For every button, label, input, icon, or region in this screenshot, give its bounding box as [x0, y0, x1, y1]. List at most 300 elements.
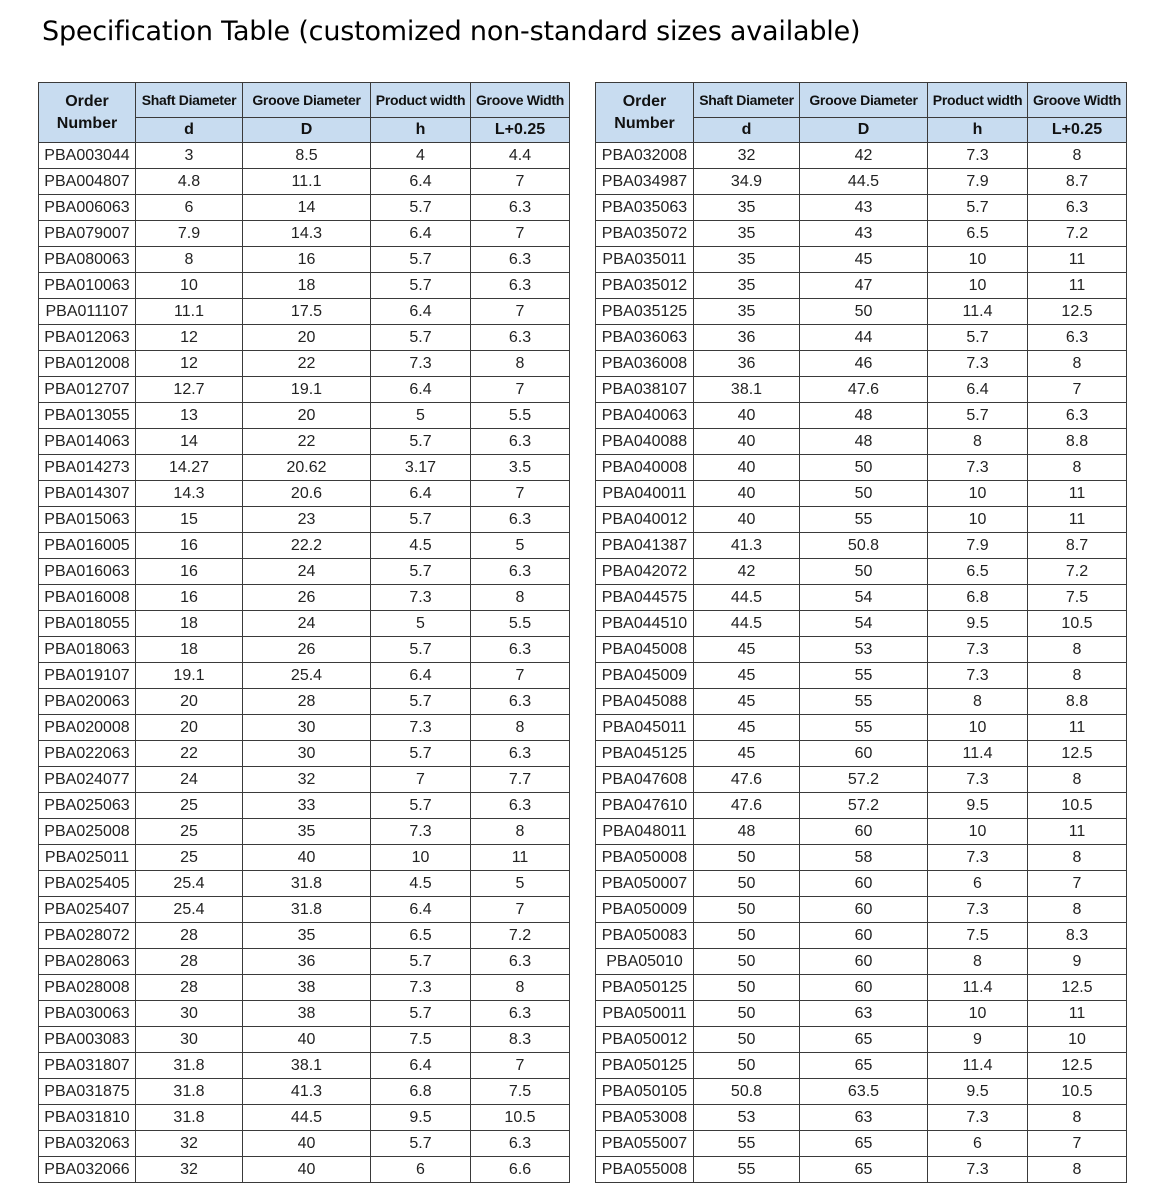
groove-diameter-cell: 54 — [800, 611, 928, 637]
table-row — [596, 507, 1127, 533]
groove-diameter-cell: 14.3 — [243, 221, 371, 247]
shaft-diameter-cell: 35 — [694, 273, 800, 299]
order-number-cell: PBA006063 — [39, 195, 136, 221]
groove-width-cell: 5.5 — [471, 611, 570, 637]
order-number-cell: PBA004807 — [39, 169, 136, 195]
groove-width-cell: 5 — [471, 871, 570, 897]
order-number-cell: PBA050009 — [596, 897, 694, 923]
order-number-cell: PBA020063 — [39, 689, 136, 715]
table-row — [596, 949, 1127, 975]
order-number-cell: PBA018055 — [39, 611, 136, 637]
product-width-cell: 11.4 — [928, 975, 1028, 1001]
order-number-cell: PBA044575 — [596, 585, 694, 611]
groove-width-cell: 8 — [471, 819, 570, 845]
order-number-cell: PBA028008 — [39, 975, 136, 1001]
shaft-diameter-cell: 45 — [694, 637, 800, 663]
table-row — [596, 923, 1127, 949]
table-row — [39, 195, 570, 221]
order-number-header — [39, 83, 136, 143]
groove-width-cell: 5 — [471, 533, 570, 559]
shaft-diameter-cell: 50 — [694, 871, 800, 897]
groove-diameter-cell: 44 — [800, 325, 928, 351]
table-row — [39, 663, 570, 689]
shaft-diameter-cell: 31.8 — [136, 1105, 243, 1131]
groove-diameter-symbol: D — [800, 118, 928, 143]
product-width-cell: 6.4 — [371, 299, 471, 325]
product-width-cell: 6.4 — [928, 377, 1028, 403]
spec-table-right — [595, 82, 1127, 1183]
product-width-cell: 8 — [928, 689, 1028, 715]
groove-diameter-cell: 41.3 — [243, 1079, 371, 1105]
table-row — [596, 455, 1127, 481]
order-number-cell: PBA012063 — [39, 325, 136, 351]
table-row — [39, 455, 570, 481]
groove-width-cell: 7.5 — [471, 1079, 570, 1105]
groove-width-cell: 7 — [1028, 377, 1127, 403]
product-width-cell: 11.4 — [928, 299, 1028, 325]
groove-diameter-cell: 17.5 — [243, 299, 371, 325]
groove-width-cell: 6.3 — [471, 507, 570, 533]
groove-width-cell: 4.4 — [471, 143, 570, 169]
order-number-cell: PBA014307 — [39, 481, 136, 507]
shaft-diameter-cell: 14.3 — [136, 481, 243, 507]
groove-width-header: Groove Width — [471, 83, 570, 118]
order-number-cell: PBA045088 — [596, 689, 694, 715]
groove-width-cell: 12.5 — [1028, 299, 1127, 325]
order-number-cell: PBA040008 — [596, 455, 694, 481]
groove-width-cell: 11 — [1028, 273, 1127, 299]
order-header-line2: Number — [56, 114, 118, 132]
table-row — [596, 689, 1127, 715]
order-number-cell: PBA013055 — [39, 403, 136, 429]
order-number-cell: PBA041387 — [596, 533, 694, 559]
groove-diameter-cell: 60 — [800, 897, 928, 923]
table-row — [39, 923, 570, 949]
groove-diameter-cell: 26 — [243, 585, 371, 611]
shaft-diameter-cell: 40 — [694, 455, 800, 481]
product-width-cell: 5.7 — [928, 403, 1028, 429]
groove-diameter-cell: 65 — [800, 1027, 928, 1053]
product-width-cell: 10 — [928, 247, 1028, 273]
order-number-cell: PBA016008 — [39, 585, 136, 611]
shaft-diameter-cell: 19.1 — [136, 663, 243, 689]
shaft-diameter-cell: 35 — [694, 247, 800, 273]
product-width-cell: 8 — [928, 429, 1028, 455]
product-width-cell: 7.3 — [928, 351, 1028, 377]
table-row — [596, 741, 1127, 767]
groove-width-cell: 6.3 — [471, 793, 570, 819]
groove-width-cell: 8 — [1028, 1105, 1127, 1131]
table-row — [596, 897, 1127, 923]
groove-width-cell: 11 — [1028, 247, 1127, 273]
groove-diameter-cell: 63.5 — [800, 1079, 928, 1105]
product-width-cell: 7.3 — [371, 351, 471, 377]
shaft-diameter-cell: 47.6 — [694, 793, 800, 819]
shaft-diameter-cell: 55 — [694, 1157, 800, 1183]
table-row — [596, 169, 1127, 195]
product-width-cell: 6 — [371, 1157, 471, 1183]
shaft-diameter-cell: 30 — [136, 1027, 243, 1053]
groove-width-cell: 7 — [471, 377, 570, 403]
product-width-cell: 7.9 — [928, 169, 1028, 195]
product-width-cell: 10 — [928, 819, 1028, 845]
product-width-cell: 8 — [928, 949, 1028, 975]
table-row — [596, 559, 1127, 585]
shaft-diameter-cell: 20 — [136, 689, 243, 715]
product-width-cell: 7.5 — [928, 923, 1028, 949]
product-width-symbol: h — [371, 118, 471, 143]
table-row — [39, 507, 570, 533]
table-row — [39, 689, 570, 715]
groove-diameter-cell: 65 — [800, 1131, 928, 1157]
product-width-cell: 4 — [371, 143, 471, 169]
order-number-cell: PBA014273 — [39, 455, 136, 481]
groove-diameter-cell: 43 — [800, 221, 928, 247]
order-number-cell: PBA025008 — [39, 819, 136, 845]
groove-width-cell: 3.5 — [471, 455, 570, 481]
product-width-cell: 3.17 — [371, 455, 471, 481]
product-width-cell: 6.5 — [371, 923, 471, 949]
product-width-cell: 7.3 — [928, 845, 1028, 871]
table-row — [39, 1079, 570, 1105]
product-width-cell: 5.7 — [371, 195, 471, 221]
shaft-diameter-cell: 50 — [694, 1001, 800, 1027]
product-width-cell: 5 — [371, 403, 471, 429]
table-row — [39, 1053, 570, 1079]
groove-diameter-cell: 31.8 — [243, 871, 371, 897]
groove-width-cell: 7 — [471, 897, 570, 923]
order-number-cell: PBA019107 — [39, 663, 136, 689]
shaft-diameter-cell: 14 — [136, 429, 243, 455]
groove-width-cell: 7.2 — [1028, 221, 1127, 247]
shaft-diameter-cell: 14.27 — [136, 455, 243, 481]
groove-diameter-cell: 57.2 — [800, 767, 928, 793]
groove-diameter-cell: 50.8 — [800, 533, 928, 559]
order-number-cell: PBA010063 — [39, 273, 136, 299]
groove-diameter-cell: 63 — [800, 1105, 928, 1131]
groove-diameter-cell: 47 — [800, 273, 928, 299]
order-number-cell: PBA042072 — [596, 559, 694, 585]
groove-diameter-cell: 50 — [800, 559, 928, 585]
product-width-cell: 5.7 — [371, 559, 471, 585]
shaft-diameter-cell: 40 — [694, 481, 800, 507]
order-number-cell: PBA025011 — [39, 845, 136, 871]
table-row — [39, 351, 570, 377]
shaft-diameter-cell: 31.8 — [136, 1079, 243, 1105]
groove-width-cell: 7.7 — [471, 767, 570, 793]
groove-diameter-symbol: D — [243, 118, 371, 143]
order-number-cell: PBA045011 — [596, 715, 694, 741]
order-header-line1: Order — [65, 92, 109, 110]
product-width-cell: 7.3 — [928, 1105, 1028, 1131]
order-number-cell: PBA050083 — [596, 923, 694, 949]
groove-diameter-cell: 30 — [243, 715, 371, 741]
groove-diameter-cell: 50 — [800, 299, 928, 325]
groove-width-cell: 8 — [1028, 455, 1127, 481]
groove-diameter-cell: 33 — [243, 793, 371, 819]
order-number-cell: PBA036063 — [596, 325, 694, 351]
product-width-header: Product width — [371, 83, 471, 118]
table-row — [596, 377, 1127, 403]
order-number-cell: PBA030063 — [39, 1001, 136, 1027]
groove-diameter-cell: 14 — [243, 195, 371, 221]
table-row — [39, 559, 570, 585]
groove-diameter-cell: 47.6 — [800, 377, 928, 403]
groove-diameter-cell: 38 — [243, 975, 371, 1001]
order-number-cell: PBA018063 — [39, 637, 136, 663]
product-width-cell: 5.7 — [371, 689, 471, 715]
groove-width-cell: 6.3 — [471, 247, 570, 273]
groove-width-cell: 8.7 — [1028, 169, 1127, 195]
product-width-cell: 10 — [371, 845, 471, 871]
order-number-cell: PBA020008 — [39, 715, 136, 741]
groove-diameter-cell: 38 — [243, 1001, 371, 1027]
order-number-header — [596, 83, 694, 143]
groove-width-cell: 8 — [471, 975, 570, 1001]
groove-diameter-cell: 20.62 — [243, 455, 371, 481]
groove-diameter-header: Groove Diameter — [243, 83, 371, 118]
product-width-cell: 7 — [371, 767, 471, 793]
order-number-cell: PBA025063 — [39, 793, 136, 819]
groove-diameter-cell: 23 — [243, 507, 371, 533]
groove-width-cell: 12.5 — [1028, 1053, 1127, 1079]
table-row — [596, 637, 1127, 663]
table-row — [39, 533, 570, 559]
shaft-diameter-cell: 32 — [694, 143, 800, 169]
shaft-diameter-cell: 25 — [136, 793, 243, 819]
groove-diameter-cell: 54 — [800, 585, 928, 611]
groove-width-cell: 6.3 — [471, 949, 570, 975]
groove-width-cell: 7 — [471, 1053, 570, 1079]
product-width-cell: 4.5 — [371, 533, 471, 559]
groove-diameter-cell: 50 — [800, 455, 928, 481]
order-number-cell: PBA025407 — [39, 897, 136, 923]
groove-diameter-cell: 16 — [243, 247, 371, 273]
table-row — [39, 897, 570, 923]
product-width-cell: 6.4 — [371, 897, 471, 923]
groove-width-cell: 11 — [1028, 715, 1127, 741]
order-number-cell: PBA040063 — [596, 403, 694, 429]
product-width-cell: 11.4 — [928, 741, 1028, 767]
groove-width-cell: 8 — [1028, 767, 1127, 793]
shaft-diameter-cell: 25.4 — [136, 871, 243, 897]
order-header-line1: Order — [622, 92, 667, 110]
shaft-diameter-cell: 15 — [136, 507, 243, 533]
groove-width-cell: 7 — [471, 299, 570, 325]
table-row — [39, 949, 570, 975]
shaft-diameter-cell: 32 — [136, 1131, 243, 1157]
order-number-cell: PBA016063 — [39, 559, 136, 585]
table-row — [39, 325, 570, 351]
table-row — [39, 637, 570, 663]
table-row — [39, 1105, 570, 1131]
table-row — [39, 585, 570, 611]
shaft-diameter-cell: 35 — [694, 195, 800, 221]
shaft-diameter-cell: 28 — [136, 975, 243, 1001]
shaft-diameter-cell: 41.3 — [694, 533, 800, 559]
order-number-cell: PBA080063 — [39, 247, 136, 273]
table-row — [596, 247, 1127, 273]
order-number-cell: PBA040011 — [596, 481, 694, 507]
groove-diameter-cell: 55 — [800, 689, 928, 715]
groove-width-cell: 10.5 — [1028, 611, 1127, 637]
order-number-cell: PBA025405 — [39, 871, 136, 897]
shaft-diameter-cell: 4.8 — [136, 169, 243, 195]
shaft-diameter-cell: 22 — [136, 741, 243, 767]
shaft-diameter-cell: 50 — [694, 845, 800, 871]
shaft-diameter-cell: 18 — [136, 637, 243, 663]
shaft-diameter-cell: 40 — [694, 507, 800, 533]
order-number-cell: PBA032063 — [39, 1131, 136, 1157]
shaft-diameter-cell: 47.6 — [694, 767, 800, 793]
groove-diameter-cell: 60 — [800, 819, 928, 845]
order-number-cell: PBA003083 — [39, 1027, 136, 1053]
groove-diameter-cell: 8.5 — [243, 143, 371, 169]
groove-width-cell: 8 — [1028, 637, 1127, 663]
groove-width-cell: 10.5 — [1028, 793, 1127, 819]
product-width-cell: 6 — [928, 871, 1028, 897]
table-row — [39, 871, 570, 897]
groove-width-cell: 6.3 — [471, 689, 570, 715]
order-number-cell: PBA015063 — [39, 507, 136, 533]
table-row — [596, 1079, 1127, 1105]
product-width-cell: 5.7 — [928, 325, 1028, 351]
groove-diameter-cell: 60 — [800, 741, 928, 767]
table-row — [596, 195, 1127, 221]
groove-diameter-cell: 55 — [800, 507, 928, 533]
groove-diameter-cell: 55 — [800, 663, 928, 689]
product-width-cell: 5.7 — [928, 195, 1028, 221]
groove-diameter-cell: 30 — [243, 741, 371, 767]
groove-width-cell: 6.3 — [1028, 403, 1127, 429]
groove-width-cell: 8 — [1028, 1157, 1127, 1183]
product-width-cell: 7.3 — [928, 1157, 1028, 1183]
shaft-diameter-cell: 35 — [694, 221, 800, 247]
table-row — [596, 1053, 1127, 1079]
order-number-cell: PBA012008 — [39, 351, 136, 377]
order-number-cell: PBA045009 — [596, 663, 694, 689]
table-row — [39, 1157, 570, 1183]
shaft-diameter-header: Shaft Diameter — [694, 83, 800, 118]
groove-diameter-cell: 11.1 — [243, 169, 371, 195]
shaft-diameter-cell: 3 — [136, 143, 243, 169]
groove-width-cell: 6.3 — [471, 325, 570, 351]
table-row — [39, 143, 570, 169]
product-width-cell: 7.9 — [928, 533, 1028, 559]
groove-diameter-cell: 22 — [243, 351, 371, 377]
groove-diameter-cell: 36 — [243, 949, 371, 975]
table-row — [39, 221, 570, 247]
groove-width-cell: 7 — [1028, 1131, 1127, 1157]
table-row — [596, 403, 1127, 429]
shaft-diameter-cell: 12 — [136, 351, 243, 377]
product-width-cell: 7.3 — [371, 819, 471, 845]
groove-diameter-cell: 22.2 — [243, 533, 371, 559]
order-number-cell: PBA050012 — [596, 1027, 694, 1053]
product-width-cell: 5 — [371, 611, 471, 637]
order-number-cell: PBA031807 — [39, 1053, 136, 1079]
groove-width-cell: 8.8 — [1028, 429, 1127, 455]
shaft-diameter-cell: 55 — [694, 1131, 800, 1157]
product-width-cell: 10 — [928, 273, 1028, 299]
groove-width-cell: 8.3 — [471, 1027, 570, 1053]
table-row — [39, 819, 570, 845]
order-number-cell: PBA028072 — [39, 923, 136, 949]
table-row — [39, 793, 570, 819]
order-number-cell: PBA038107 — [596, 377, 694, 403]
table-row — [39, 377, 570, 403]
groove-width-cell: 6.6 — [471, 1157, 570, 1183]
groove-width-cell: 12.5 — [1028, 741, 1127, 767]
shaft-diameter-symbol: d — [136, 118, 243, 143]
order-number-cell: PBA047608 — [596, 767, 694, 793]
order-number-cell: PBA035012 — [596, 273, 694, 299]
product-width-cell: 10 — [928, 1001, 1028, 1027]
product-width-cell: 9.5 — [928, 611, 1028, 637]
groove-width-cell: 7.2 — [1028, 559, 1127, 585]
groove-width-symbol: L+0.25 — [471, 118, 570, 143]
groove-diameter-cell: 65 — [800, 1157, 928, 1183]
groove-diameter-cell: 20 — [243, 325, 371, 351]
groove-diameter-cell: 48 — [800, 403, 928, 429]
shaft-diameter-cell: 7.9 — [136, 221, 243, 247]
product-width-cell: 7.3 — [928, 143, 1028, 169]
groove-diameter-cell: 60 — [800, 949, 928, 975]
order-number-cell: PBA016005 — [39, 533, 136, 559]
groove-width-cell: 7 — [471, 481, 570, 507]
shaft-diameter-cell: 6 — [136, 195, 243, 221]
groove-width-cell: 11 — [1028, 819, 1127, 845]
groove-diameter-cell: 60 — [800, 923, 928, 949]
shaft-diameter-cell: 12 — [136, 325, 243, 351]
shaft-diameter-cell: 18 — [136, 611, 243, 637]
table-row — [596, 1157, 1127, 1183]
shaft-diameter-cell: 45 — [694, 741, 800, 767]
order-number-cell: PBA032066 — [39, 1157, 136, 1183]
table-row — [596, 351, 1127, 377]
groove-width-cell: 8.3 — [1028, 923, 1127, 949]
table-body — [39, 143, 570, 1183]
table-row — [39, 273, 570, 299]
groove-diameter-cell: 35 — [243, 819, 371, 845]
product-width-cell: 7.3 — [928, 897, 1028, 923]
product-width-cell: 5.7 — [371, 741, 471, 767]
product-width-header: Product width — [928, 83, 1028, 118]
product-width-cell: 6.4 — [371, 663, 471, 689]
product-width-cell: 4.5 — [371, 871, 471, 897]
product-width-cell: 7.3 — [928, 637, 1028, 663]
groove-diameter-cell: 58 — [800, 845, 928, 871]
table-row — [39, 299, 570, 325]
groove-width-cell: 6.3 — [471, 195, 570, 221]
order-number-cell: PBA045008 — [596, 637, 694, 663]
product-width-cell: 6.4 — [371, 377, 471, 403]
order-number-cell: PBA035011 — [596, 247, 694, 273]
groove-diameter-cell: 35 — [243, 923, 371, 949]
groove-diameter-cell: 40 — [243, 1157, 371, 1183]
table-row — [596, 715, 1127, 741]
shaft-diameter-cell: 13 — [136, 403, 243, 429]
shaft-diameter-cell: 31.8 — [136, 1053, 243, 1079]
shaft-diameter-cell: 50 — [694, 1053, 800, 1079]
shaft-diameter-cell: 50 — [694, 1027, 800, 1053]
shaft-diameter-cell: 8 — [136, 247, 243, 273]
shaft-diameter-cell: 16 — [136, 585, 243, 611]
order-number-cell: PBA011107 — [39, 299, 136, 325]
page-title: Specification Table (customized non-standard sizes available) — [42, 16, 861, 47]
shaft-diameter-cell: 38.1 — [694, 377, 800, 403]
shaft-diameter-cell: 45 — [694, 689, 800, 715]
